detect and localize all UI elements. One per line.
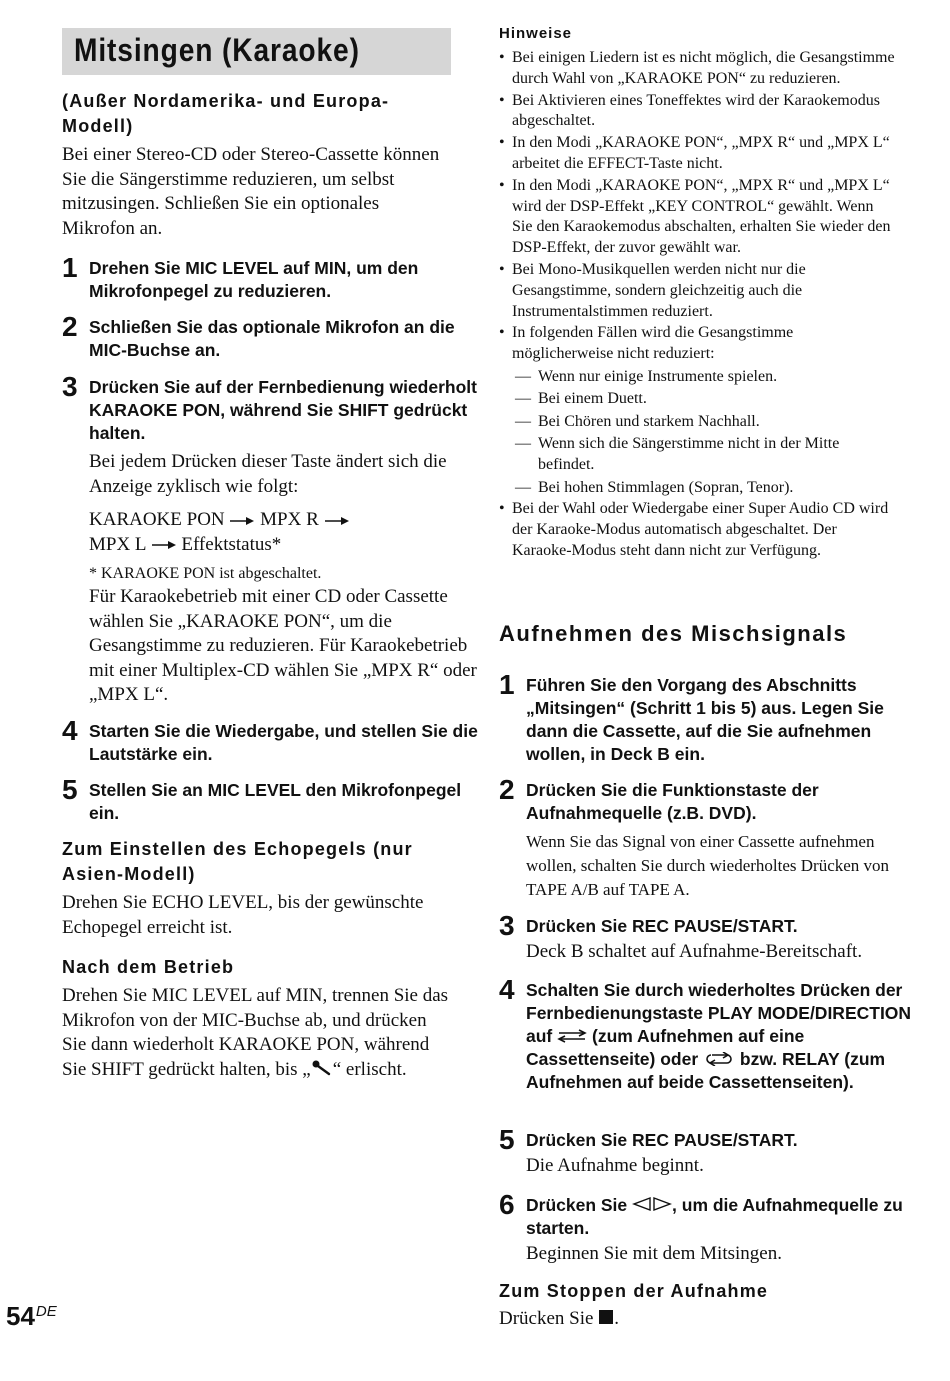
after-text-part-2: “ erlischt.	[332, 1058, 407, 1080]
note-item: • Bei Aktivieren eines Toneffektes wird der Karaokemodus abgeschaltet.	[499, 91, 897, 133]
page-number-value: 54	[6, 1301, 35, 1331]
arrow-right-icon	[229, 516, 255, 526]
step-number: 1	[62, 252, 78, 283]
mode-cycle	[89, 508, 481, 557]
stop-text-part: Drücken Sie	[499, 1308, 599, 1329]
arrow-right-icon	[324, 516, 350, 526]
right-step-6	[499, 1189, 926, 1267]
step-body: Deck B schaltet auf Aufnahme-Bereitschaft.	[526, 941, 863, 962]
note-item: • In den Modi „KARAOKE PON“, „MPX R“ und „MPX L“ arbeitet die EFFECT-Taste nicht.	[499, 133, 897, 175]
echo-text: Drehen Sie ECHO LEVEL, bis der gewünschte Echopegel erreicht ist.	[62, 892, 424, 938]
step-text	[526, 1194, 926, 1240]
notes-list	[499, 48, 897, 365]
step-number: 2	[499, 774, 515, 805]
note-item: • Bei Mono-Musikquellen werden nicht nur die Gesangstimme, sondern gleichzeitig auch die Instrumentalstimmen reduziert.	[499, 260, 897, 322]
note-item: • In folgenden Fällen wird die Gesangstimme möglicherweise nicht reduziert:	[499, 323, 897, 365]
step-number: 6	[499, 1189, 515, 1220]
step-number: 3	[62, 371, 78, 402]
right-step-4	[499, 974, 926, 1094]
left-step-2	[62, 311, 481, 362]
step-number: 5	[62, 774, 78, 805]
play-button-icon	[632, 1196, 672, 1212]
step-number: 2	[62, 311, 78, 342]
step4-text-a: Schalten Sie durch wiederholtes Drücken der Fernbedienungstaste PLAY MODE/DIRECTION auf	[526, 980, 912, 1046]
step-text: Führen Sie den Vorgang des Abschnitts „Mitsingen“ (Schritt 1 bis 5) aus. Legen Sie dann die Cassette, auf die Sie aufnehmen wollen, in Deck B ein.	[526, 675, 884, 764]
page-title: Mitsingen (Karaoke)	[74, 32, 360, 68]
left-step-4	[62, 715, 481, 766]
step6-text-b: , um die Aufnahmequelle zu starten.	[526, 1195, 903, 1238]
step-number: 4	[62, 715, 78, 746]
step-text: Drücken Sie die Funktionstaste der Aufnahmequelle (z.B. DVD).	[526, 780, 819, 823]
cycle-effect-status: Effektstatus*	[181, 533, 282, 555]
step-body: Wenn Sie das Signal von einer Cassette aufnehmen wollen, schalten Sie durch wiederholtes Drücken von TAPE A/B auf TAPE A.	[526, 832, 890, 899]
note-item: • Bei der Wahl oder Wiedergabe einer Super Audio CD wird der Karaoke-Modus automatisch abgeschaltet. Der Karaoke-Modus steht dann nicht zur Verfügung.	[499, 499, 897, 561]
dash-list	[499, 366, 897, 498]
right-step-1	[499, 669, 926, 766]
left-step-1	[62, 252, 481, 303]
stop-text	[499, 1307, 619, 1332]
dash-item: — Wenn sich die Sängerstimme nicht in der Mitte befindet.	[499, 433, 897, 475]
step-text: Stellen Sie an MIC LEVEL den Mikrofonpegel ein.	[89, 780, 462, 823]
left-step-3	[62, 371, 481, 708]
section-heading: Aufnehmen des Mischsignals	[499, 621, 848, 646]
echo-heading: Zum Einstellen des Echopegels (nur Asien-Modell)	[62, 839, 413, 884]
cycle-karaoke-pon: KARAOKE PON	[89, 509, 225, 530]
left-step-5	[62, 774, 481, 825]
step3-body: Bei jedem Drücken dieser Taste ändert sich die Anzeige zyklisch wie folgt:	[89, 451, 447, 497]
dash-item: — Bei einem Duett.	[499, 388, 897, 409]
footnote: * KARAOKE PON ist abgeschaltet.	[89, 565, 322, 582]
step-text: Starten Sie die Wiedergabe, und stellen Sie die Lautstärke ein.	[89, 721, 478, 764]
step-body: Beginnen Sie mit dem Mitsingen.	[526, 1243, 782, 1264]
step-number: 5	[499, 1124, 515, 1155]
dash-item: — Bei hohen Stimmlagen (Sopran, Tenor).	[499, 477, 897, 498]
cycle-mpx-l: MPX L	[89, 533, 146, 555]
step-text: Schließen Sie das optionale Mikrofon an die MIC-Buchse an.	[89, 317, 455, 360]
note-item: • Bei einigen Liedern ist es nicht möglich, die Gesangstimme durch Wahl von „KARAOKE PON“ zu reduzieren.	[499, 48, 897, 90]
right-step-5	[499, 1124, 926, 1179]
dash-item: — Bei Chören und starkem Nachhall.	[499, 411, 897, 432]
step-number: 3	[499, 910, 515, 941]
intro-text: Bei einer Stereo-CD oder Stereo-Cassette können Sie die Sängerstimme reduzieren, um selbst mitzusingen. Schließen Sie ein optionales Mikrofon an.	[62, 144, 440, 239]
step6-text-a: Drücken Sie	[526, 1195, 633, 1215]
arrow-right-icon	[151, 540, 177, 550]
right-step-3	[499, 910, 926, 965]
note-item: • In den Modi „KARAOKE PON“, „MPX R“ und „MPX L“ wird der DSP-Effekt „KEY CONTROL“ gewählt. Wenn Sie den Karaokemodus abschalten, erhalten Sie wieder den DSP-Effekt, der zuvor gewählt war.	[499, 176, 897, 259]
after-heading: Nach dem Betrieb	[62, 957, 235, 977]
step3-body-2: Für Karaokebetrieb mit einer CD oder Cassette wählen Sie „KARAOKE PON“, um die Gesangstimme zu reduzieren. Für Karaokebetrieb mit einer Multiplex-CD wählen Sie „MPX R“ oder „MPX L“.	[89, 586, 477, 705]
page-number	[6, 1301, 57, 1332]
step-text: Drücken Sie REC PAUSE/START.	[526, 1130, 798, 1150]
one-way-direction-icon	[557, 1029, 587, 1043]
step-text: Drücken Sie auf der Fernbedienung wiederholt KARAOKE PON, während Sie SHIFT gedrückt halten.	[89, 377, 477, 443]
step-text: Drehen Sie MIC LEVEL auf MIN, um den Mikrofonpegel zu reduzieren.	[89, 258, 419, 301]
right-step-2	[499, 774, 926, 902]
page-title-box	[62, 28, 451, 75]
loop-direction-icon	[703, 1052, 735, 1066]
notes-list-2	[499, 499, 897, 561]
stop-text-end: .	[614, 1308, 619, 1329]
page-number-suffix: DE	[35, 1303, 57, 1320]
microphone-icon	[311, 1060, 333, 1076]
step-number: 1	[499, 669, 515, 700]
step-number: 4	[499, 974, 515, 1005]
notes-title: Hinweise	[499, 25, 573, 42]
cycle-mpx-r: MPX R	[260, 509, 319, 530]
step4-text-b: (zum Aufnehmen auf eine Cassettenseite) oder	[526, 1026, 805, 1069]
step-body: Die Aufnahme beginnt.	[526, 1155, 704, 1176]
step-text: Drücken Sie REC PAUSE/START.	[526, 916, 798, 936]
region-heading: (Außer Nordamerika- und Europa-Modell)	[62, 91, 390, 136]
dash-item: — Wenn nur einige Instrumente spielen.	[499, 366, 897, 387]
after-text-part-1: Drehen Sie MIC LEVEL auf MIN, trennen Sie das Mikrofon von der MIC-Buchse ab, und drücken Sie dann wiederholt KARAOKE PON, während Sie SHIFT gedrückt halten, bis „	[62, 985, 449, 1080]
stop-square-icon	[598, 1309, 614, 1325]
stop-heading: Zum Stoppen der Aufnahme	[499, 1281, 769, 1301]
step-text	[526, 979, 926, 1094]
step4-text-c: bzw. RELAY (zum Aufnehmen auf beide Cassettenseiten).	[526, 1049, 886, 1092]
notes-block	[499, 48, 897, 563]
after-text	[62, 984, 454, 1082]
